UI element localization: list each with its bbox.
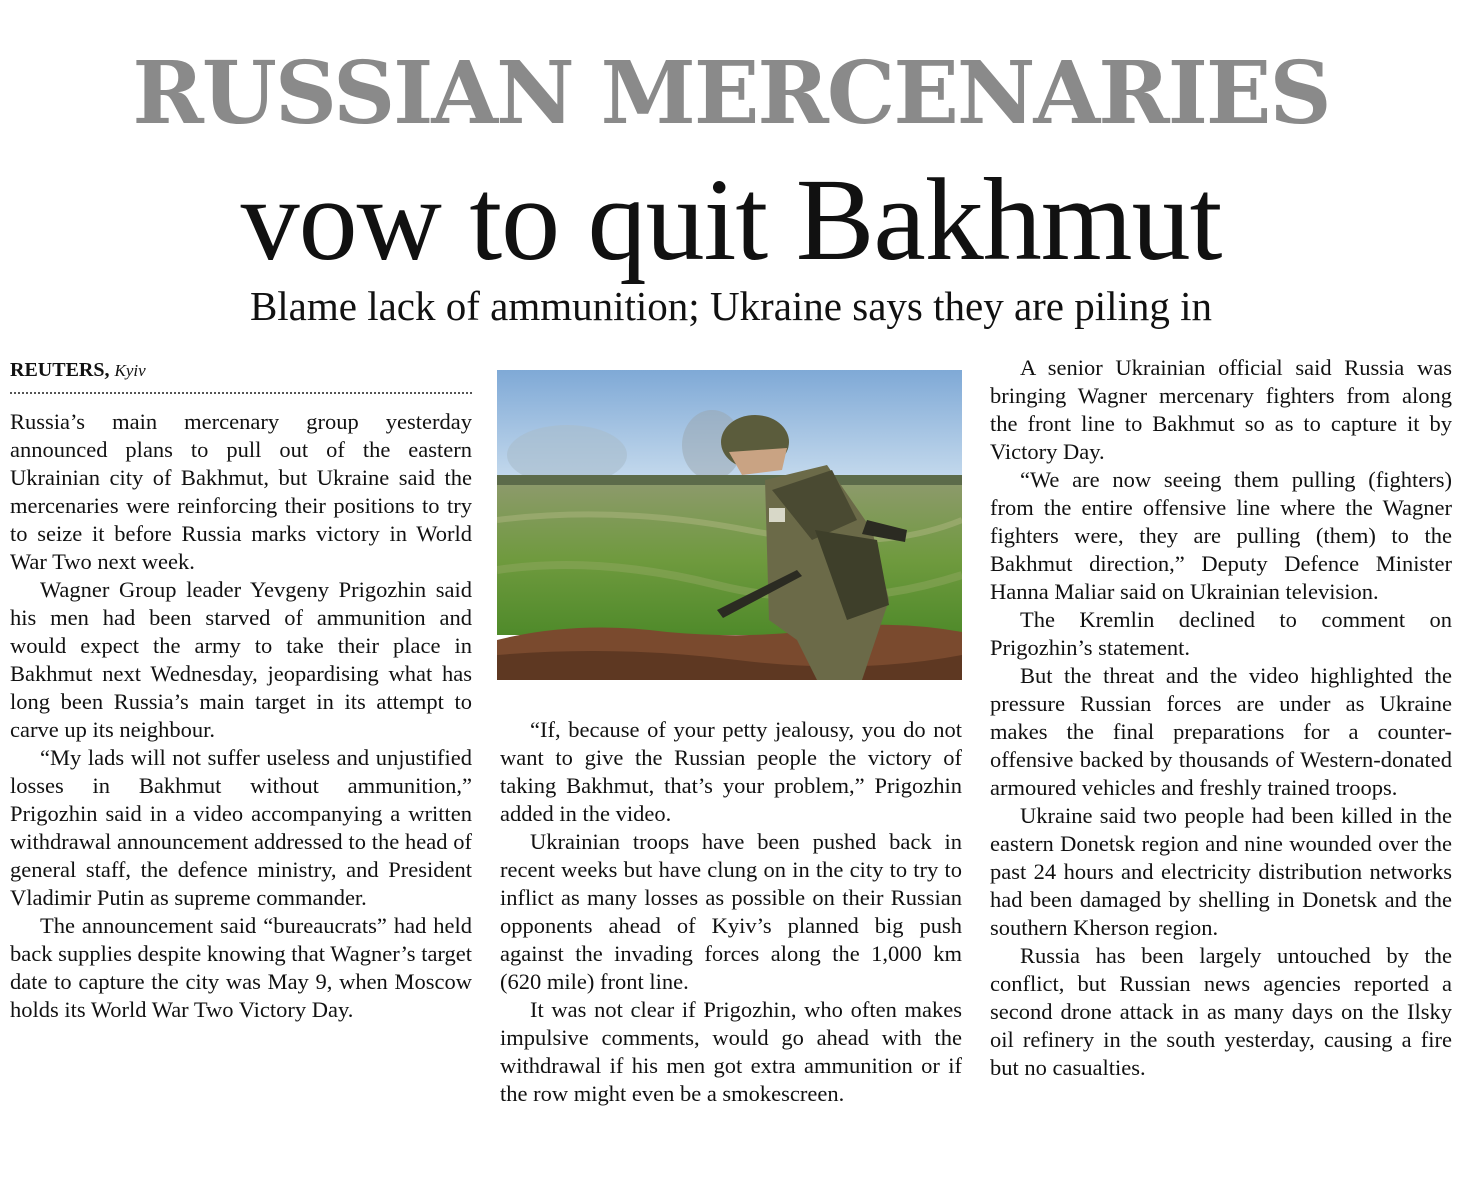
byline-location: Kyiv <box>114 361 146 380</box>
paragraph: The Kremlin declined to comment on Prigozhin’s statement. <box>990 607 1452 660</box>
paragraph: Russia’s main mercenary group yesterday announced plans to pull out of the eastern Ukrainian city of Bakhmut, but Ukraine said the mercenaries were reinforcing their positions to try to seize it before Russia marks victory in World War Two next week. <box>10 409 472 574</box>
paragraph: The announcement said “bureaucrats” had held back supplies despite knowing that Wagner’s target date to capture the city was May 9, when Moscow holds its World War Two Victory Day. <box>10 913 472 1022</box>
byline-divider <box>10 392 472 394</box>
paragraph: A senior Ukrainian official said Russia was bringing Wagner mercenary fighters from along the front line to Bakhmut so as to capture it by Victory Day. <box>990 355 1452 464</box>
paragraph: “If, because of your petty jealousy, you do not want to give the Russian people the victory of taking Bakhmut, that’s your problem,” Prigozhin added in the video. <box>500 717 962 826</box>
article-column-3 <box>990 354 1452 1082</box>
paragraph: Ukraine said two people had been killed in the eastern Donetsk region and nine wounded over the past 24 hours and electricity distribution networks had been damaged by shelling in Donetsk and the southern Kherson region. <box>990 803 1452 940</box>
paragraph: Ukrainian troops have been pushed back in recent weeks but have clung on in the city to try to inflict as many losses as possible on their Russian opponents ahead of Kyiv’s planned big push against the invading forces along the 1,000 km (620 mile) front line. <box>500 829 962 994</box>
paragraph: “We are now seeing them pulling (fighters) from the entire offensive line where the Wagner fighters were, they are pulling (them) to the Bakhmut direction,” Deputy Defence Minister Hanna Maliar said on Ukrainian television. <box>990 467 1452 604</box>
paragraph: But the threat and the video highlighted the pressure Russian forces are under as Ukraine makes the final preparations for a counter-offensive backed by thousands of Western-donated armoured vehicles and freshly trained troops. <box>990 663 1452 800</box>
byline-agency: REUTERS, <box>10 359 110 381</box>
main-headline: vow to quit Bakhmut <box>240 154 1222 285</box>
article-column-2 <box>500 716 962 1108</box>
byline <box>10 358 470 383</box>
paragraph: Wagner Group leader Yevgeny Prigozhin said his men had been starved of ammunition and would expect the army to take their place in Bakhmut next Wednesday, jeopardising what has long been Russia’s main target in its attempt to carve up its neighbour. <box>10 577 472 742</box>
paragraph: Russia has been largely untouched by the conflict, but Russian news agencies reported a second drone attack in as many days on the Ilsky oil refinery in the south yesterday, causing a fire but no casualties. <box>990 943 1452 1080</box>
paragraph: “My lads will not suffer useless and unjustified losses in Bakhmut without ammunition,” Prigozhin said in a video accompanying a written withdrawal announcement addressed to the head of general staff, the defence ministry, and President Vladimir Putin as supreme commander. <box>10 745 472 910</box>
subheadline: Blame lack of ammunition; Ukraine says they are piling in <box>249 283 1213 329</box>
paragraph: It was not clear if Prigozhin, who often makes impulsive comments, would go ahead with the withdrawal if his men got extra ammunition or if the row might even be a smokescreen. <box>500 997 962 1106</box>
soldier-in-field-photo <box>497 370 962 680</box>
kicker-headline: RUSSIAN MERCENARIES <box>132 43 1330 144</box>
article-column-1 <box>10 408 472 1024</box>
